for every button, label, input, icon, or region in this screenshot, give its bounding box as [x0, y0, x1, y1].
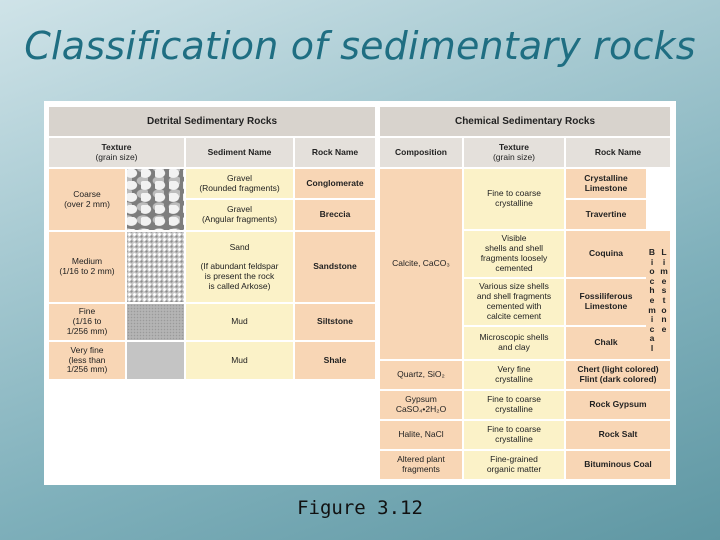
texture-microscopic-shells: Microscopic shells and clay — [464, 327, 564, 359]
rock-fossiliferous-limestone: Fossiliferous Limestone — [566, 279, 646, 325]
composition-gypsum: Gypsum CaSO₄•2H₂O — [380, 391, 462, 419]
sediment-name-header: Sediment Name — [186, 138, 293, 167]
biochemical-letter: i — [650, 314, 654, 325]
rock-shale: Shale — [295, 342, 375, 379]
texture-organic-matter: Fine-grained organic matter — [464, 451, 564, 479]
rock-sandstone: Sandstone — [295, 232, 375, 302]
limestone-letter: o — [661, 304, 667, 315]
biochemical-letter: B — [648, 247, 656, 257]
rock-siltstone: Siltstone — [295, 304, 375, 340]
sand-image — [127, 232, 184, 302]
texture-very-fine: Very fine (less than 1/256 mm) — [49, 342, 125, 379]
rock-coquina: Coquina — [566, 231, 646, 277]
gravel-image — [127, 169, 184, 230]
composition-plant-fragments: Altered plant fragments — [380, 451, 462, 479]
rock-salt: Rock Salt — [566, 421, 670, 449]
biochemical-letter: l — [650, 342, 654, 353]
biochemical-label — [646, 248, 658, 354]
rock-name-header: Rock Name — [295, 138, 375, 167]
sediment-sand: Sand (If abundant feldspar is present the rock is called Arkose) — [186, 232, 293, 302]
biochemical-letter: o — [649, 266, 655, 277]
texture-label: Texture — [101, 141, 132, 152]
limestone-letter: L — [661, 247, 667, 257]
biochemical-letter: m — [648, 304, 656, 315]
grain-size-label: (grain size) — [95, 151, 138, 162]
limestone-letter: m — [660, 266, 668, 277]
limestone-letter: n — [661, 314, 667, 325]
texture-fine: Fine (1/16 to 1/256 mm) — [49, 304, 125, 340]
composition-header: Composition — [380, 138, 462, 167]
limestone-letter: e — [661, 275, 667, 286]
texture-visible-shells: Visible shells and shell fragments loosely cemented — [464, 231, 564, 277]
texture-coarse: Coarse (over 2 mm) — [49, 169, 125, 230]
biochemical-letter: e — [649, 294, 655, 305]
rock-breccia: Breccia — [295, 200, 375, 230]
chemical-texture-header — [464, 138, 564, 167]
texture-halite: Fine to coarse crystalline — [464, 421, 564, 449]
rock-gypsum: Rock Gypsum — [566, 391, 670, 419]
biochemical-letter: c — [649, 323, 655, 334]
grain-size-label: (grain size) — [492, 151, 536, 162]
texture-very-fine-crystalline: Very fine crystalline — [464, 361, 564, 389]
biochemical-letter: a — [649, 333, 655, 344]
clay-image — [127, 342, 184, 379]
texture-fine-coarse-crystalline: Fine to coarse crystalline — [464, 169, 564, 229]
rock-chert-flint: Chert (light colored) Flint (dark colored) — [566, 361, 670, 389]
detrital-header: Detrital Sedimentary Rocks — [49, 107, 375, 136]
limestone-letter: i — [662, 256, 666, 267]
rock-travertine: Travertine — [566, 200, 646, 229]
composition-calcite: Calcite, CaCO₃ — [380, 169, 462, 359]
limestone-letter: s — [661, 285, 667, 296]
limestone-letter: t — [662, 294, 666, 305]
biochemical-letter: i — [650, 256, 654, 267]
texture-various-shells: Various size shells and shell fragments cemented with calcite cement — [464, 279, 564, 325]
sediment-gravel-rounded: Gravel (Rounded fragments) — [186, 169, 293, 198]
rock-bituminous-coal: Bituminous Coal — [566, 451, 670, 479]
rock-conglomerate: Conglomerate — [295, 169, 375, 198]
slide-title: Classification of sedimentary rocks — [24, 24, 696, 68]
chemical-header: Chemical Sedimentary Rocks — [380, 107, 670, 136]
detrital-texture-header — [49, 138, 184, 167]
biochemical-letter: c — [649, 275, 655, 286]
limestone-label — [658, 248, 670, 334]
composition-halite: Halite, NaCl — [380, 421, 462, 449]
sediment-mud-silt: Mud — [186, 304, 293, 340]
composition-quartz: Quartz, SiO₂ — [380, 361, 462, 389]
sediment-mud-shale: Mud — [186, 342, 293, 379]
rock-chalk: Chalk — [566, 327, 646, 359]
limestone-letter: e — [661, 323, 667, 334]
classification-figure — [44, 101, 676, 485]
rock-crystalline-limestone: Crystalline Limestone — [566, 169, 646, 198]
silt-image — [127, 304, 184, 340]
texture-medium: Medium (1/16 to 2 mm) — [49, 232, 125, 302]
texture-gypsum: Fine to coarse crystalline — [464, 391, 564, 419]
chemical-rock-name-header: Rock Name — [566, 138, 670, 167]
texture-label: Texture — [498, 141, 530, 152]
sediment-gravel-angular: Gravel (Angular fragments) — [186, 200, 293, 230]
figure-caption: Figure 3.12 — [297, 497, 423, 519]
biochemical-letter: h — [649, 285, 655, 296]
